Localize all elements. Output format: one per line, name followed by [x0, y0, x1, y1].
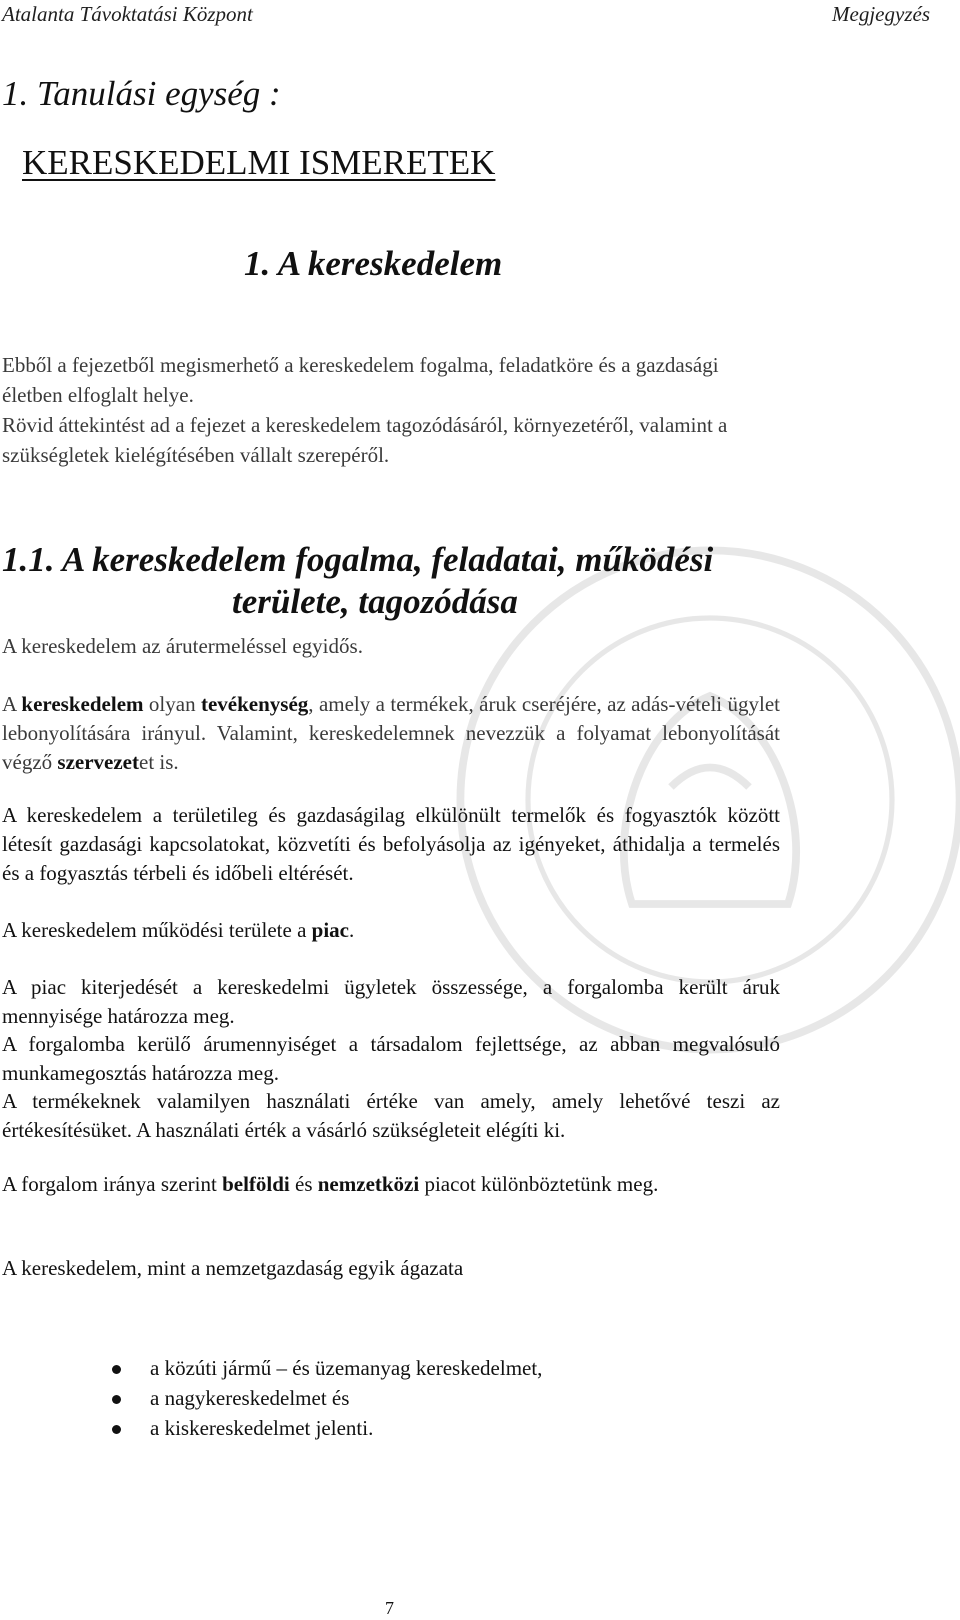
paragraph-age: A kereskedelem az árutermeléssel egyidős. [2, 634, 363, 658]
bold-term: nemzetközi [317, 1172, 420, 1196]
section-heading-line-2: területe, tagozódása [232, 582, 518, 621]
text-run: , amely a termékek, áruk cseréjére, az adás-vételi ügylet lebonyolítására irányul. [2, 692, 781, 745]
main-title: KERESKEDELMI ISMERETEK [22, 143, 496, 182]
intro-paragraph-2: Rövid áttekintést ad a fejezet a kereskedelem tagozódásáról, környezetéről, valamint a szükségletek kielégítésében vállalt szerepéről. [2, 413, 728, 467]
bullet-list [112, 1353, 542, 1443]
bullet-icon [112, 1395, 121, 1404]
bold-term: tevékenység [200, 692, 309, 716]
paragraph-direction [2, 1170, 780, 1199]
bold-term: kereskedelem [21, 692, 144, 716]
header-right: Megjegyzés [832, 2, 930, 26]
list-item [112, 1413, 542, 1443]
paragraph-society: A forgalomba kerülő árumennyiséget a társadalom fejlettsége, az abban megvalósuló munkamegosztás határozza meg. [2, 1032, 780, 1085]
list-item-text: a kiskereskedelmet jelenti. [150, 1416, 374, 1440]
chapter-title: 1. A kereskedelem [244, 244, 503, 283]
text-run: olyan [143, 692, 201, 716]
list-item [112, 1353, 542, 1383]
text-run: . [348, 918, 355, 942]
text-run: Valamint, kereskedelemnek nevezzük a folyamat lebonyolítását végző [2, 721, 780, 774]
paragraph-definition [2, 690, 780, 777]
list-item-text: a nagykereskedelmet és [150, 1386, 350, 1410]
bold-term: piac [311, 918, 349, 942]
paragraph-role: A kereskedelem a területileg és gazdaságilag elkülönült termelők és fogyasztók között létesít gazdasági kapcsolatokat, közvetíti és befolyásolja az igényeket, áthidalja a termelés és a fogyasztás térbeli és időbeli eltérését. [2, 803, 780, 885]
text-run: piacot különböztetünk meg. [419, 1172, 659, 1196]
intro-paragraph-1: Ebből a fejezetből megismerhető a kereskedelem fogalma, feladatköre és a gazdasági életben elfoglalt helye. [2, 353, 719, 407]
section-heading-line-1: 1.1. A kereskedelem fogalma, feladatai, működési [2, 540, 714, 579]
paragraph-value: A termékeknek valamilyen használati értéke van amely, amely lehetővé teszi az értékesítésüket. A használati érték a vásárló szükségleteit elégíti ki. [2, 1089, 780, 1142]
list-item [112, 1383, 542, 1413]
text-run: A [2, 692, 22, 716]
list-item-text: a közúti jármű – és üzemanyag kereskedelmet, [150, 1356, 543, 1380]
bullet-icon [112, 1425, 121, 1434]
paragraph-market-extent: A piac kiterjedését a kereskedelmi ügyletek összessége, a forgalomba került áruk mennyisége határozza meg. [2, 975, 780, 1028]
bullet-icon [112, 1365, 121, 1374]
unit-title: 1. Tanulási egység : [2, 74, 281, 113]
bold-term: belföldi [222, 1172, 290, 1196]
page-number: 7 [385, 1598, 394, 1618]
paragraph-branch: A kereskedelem, mint a nemzetgazdaság egyik ágazata [2, 1256, 464, 1280]
text-run: A forgalom iránya szerint [2, 1172, 223, 1196]
text-run: et is. [139, 750, 179, 774]
bold-term: szervezet [57, 750, 139, 774]
chapter-intro [2, 350, 762, 470]
paragraph-market [2, 916, 780, 945]
text-run: A kereskedelem működési területe a [2, 918, 312, 942]
text-run: és [289, 1172, 318, 1196]
header-left: Atalanta Távoktatási Központ [2, 2, 253, 26]
